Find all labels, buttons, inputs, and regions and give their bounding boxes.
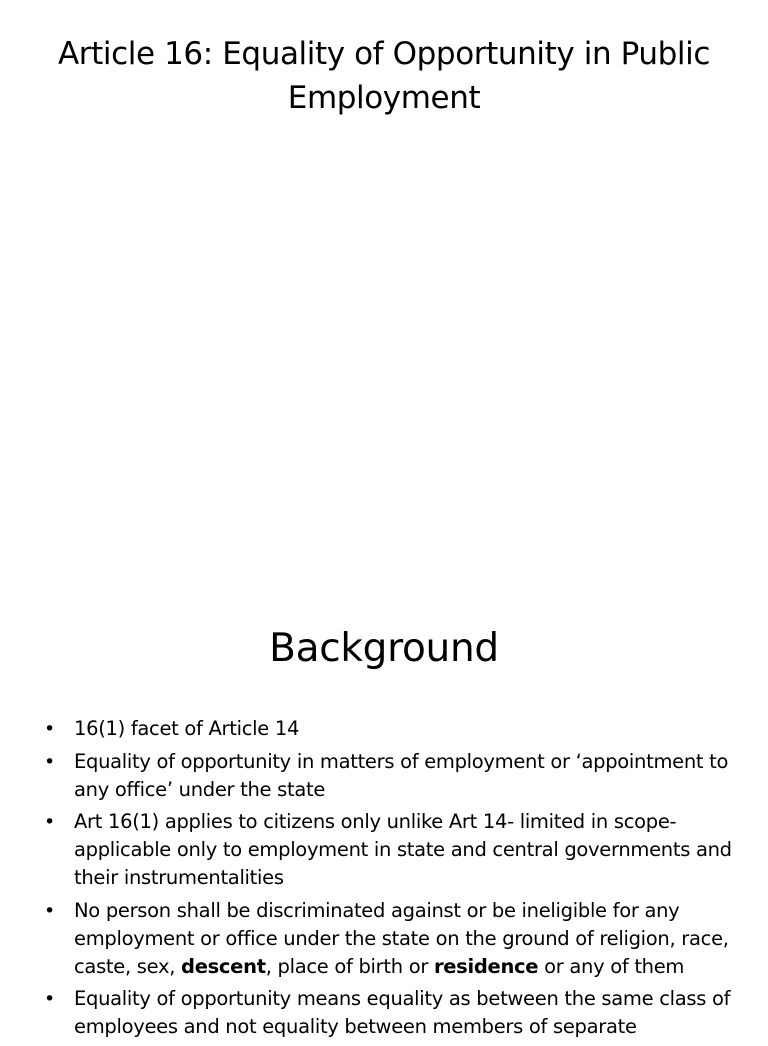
bullet-text: Equality of opportunity means equality as between the same class of employees and not equality between members of separate [74, 987, 731, 1038]
bullet-icon: • [44, 899, 55, 922]
bullet-text: Equality of opportunity in matters of employment or ‘appointment to any office’ under the state [74, 749, 729, 801]
bullet-item [44, 985, 734, 1041]
bullet-icon: • [44, 750, 55, 773]
slide-title: Background [269, 626, 499, 671]
bullet-icon: • [44, 988, 55, 1010]
slide-2 [0, 576, 768, 1038]
bullet-item [44, 808, 734, 892]
bullet-text: Art 16(1) applies to citizens only unlike Art 14- limited in scope- applicable only to employment in state and central governments and their instrumentalities [74, 810, 732, 889]
bullet-list [44, 715, 734, 1046]
bullet-item [44, 748, 734, 804]
slide-title: Article 16: Equality of Opportunity in Public Employment [57, 36, 710, 116]
bullet-item [44, 897, 734, 981]
bullet-emphasis: descent [181, 954, 266, 978]
bullet-text: , place of birth or [265, 954, 434, 978]
bullet-text: 16(1) facet of Article 14 [74, 717, 300, 740]
bullet-text: or any of them [538, 954, 685, 978]
bullet-item [44, 715, 734, 743]
bullet-icon: • [44, 811, 55, 833]
bullet-icon: • [44, 718, 55, 740]
bullet-emphasis: residence [433, 954, 539, 978]
bullet-text: No person shall be discriminated against or be ineligible for any employment or office under the state on the ground of religion, race, caste, sex, [74, 898, 729, 978]
